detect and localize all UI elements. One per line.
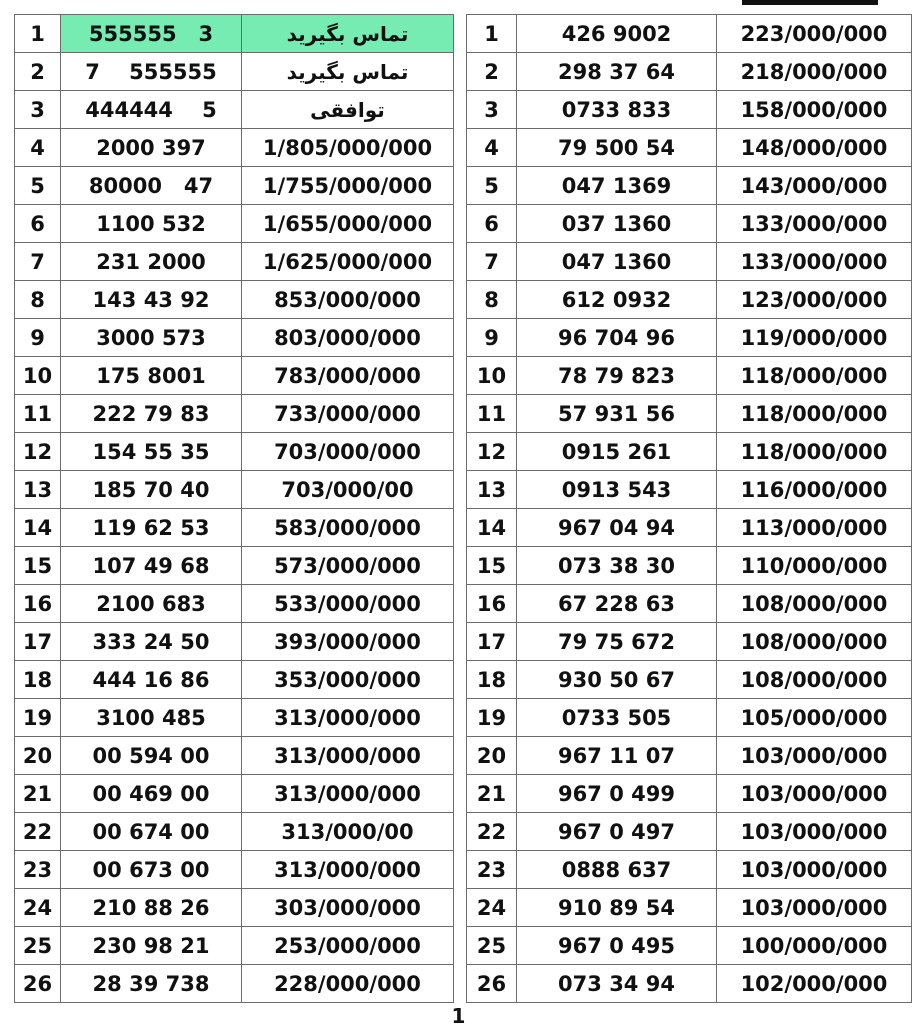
price: 113/000/000 [717,509,912,547]
table-row [467,357,912,395]
row-index: 18 [15,661,61,699]
price: 313/000/000 [242,737,454,775]
table-row [15,889,454,927]
sim-number: 3100 485 [61,699,242,737]
price: 118/000/000 [717,395,912,433]
sim-number: 047 1360 [517,243,717,281]
price: 103/000/000 [717,813,912,851]
table-row [467,167,912,205]
sim-number: 444 16 86 [61,661,242,699]
sim-number: 78 79 823 [517,357,717,395]
price: 853/000/000 [242,281,454,319]
sim-number: 037 1360 [517,205,717,243]
sim-number: 444444 5 [61,91,242,129]
row-index: 15 [15,547,61,585]
row-index: 1 [15,15,61,53]
sim-number: 2000 397 [61,129,242,167]
price-tables [14,14,917,1003]
row-index: 11 [15,395,61,433]
table-row [467,585,912,623]
row-index: 13 [15,471,61,509]
price: 103/000/000 [717,775,912,813]
sim-number: 67 228 63 [517,585,717,623]
sim-number: 0915 261 [517,433,717,471]
table-row [467,53,912,91]
sim-number: 073 38 30 [517,547,717,585]
table-row [15,167,454,205]
price: 218/000/000 [717,53,912,91]
sim-number: 28 39 738 [61,965,242,1003]
row-index: 6 [15,205,61,243]
sim-number: 047 1369 [517,167,717,205]
sim-number: 210 88 26 [61,889,242,927]
sim-number: 96 704 96 [517,319,717,357]
sim-number: 612 0932 [517,281,717,319]
row-index: 7 [15,243,61,281]
row-index: 19 [15,699,61,737]
table-row [15,357,454,395]
left-price-table [14,14,454,1003]
table-row [15,775,454,813]
price: 1/625/000/000 [242,243,454,281]
table-row [15,927,454,965]
price: 313/000/000 [242,775,454,813]
sim-number: 00 673 00 [61,851,242,889]
sim-number: 7 555555 [61,53,242,91]
sim-number: 2100 683 [61,585,242,623]
table-row [467,509,912,547]
sim-number: 79 500 54 [517,129,717,167]
row-index: 10 [15,357,61,395]
table-row [467,547,912,585]
table-row [467,813,912,851]
row-index: 23 [15,851,61,889]
price: 148/000/000 [717,129,912,167]
table-row [15,395,454,433]
sim-number: 185 70 40 [61,471,242,509]
row-index: 11 [467,395,517,433]
sim-number: 230 98 21 [61,927,242,965]
row-index: 21 [15,775,61,813]
row-index: 12 [15,433,61,471]
table-row [467,775,912,813]
price: 803/000/000 [242,319,454,357]
table-row [467,661,912,699]
row-index: 5 [467,167,517,205]
table-row [467,737,912,775]
table-row [15,243,454,281]
table-row [467,623,912,661]
table-row [15,319,454,357]
row-index: 19 [467,699,517,737]
row-index: 24 [467,889,517,927]
sim-number: 967 04 94 [517,509,717,547]
price: 1/805/000/000 [242,129,454,167]
table-row [467,319,912,357]
table-row [15,661,454,699]
table-row [15,813,454,851]
row-index: 10 [467,357,517,395]
price: 353/000/000 [242,661,454,699]
table-row [15,623,454,661]
price: 118/000/000 [717,357,912,395]
price: 108/000/000 [717,585,912,623]
price: 733/000/000 [242,395,454,433]
table-row [15,53,454,91]
table-row [467,91,912,129]
price: 703/000/00 [242,471,454,509]
sim-number: 1100 532 [61,205,242,243]
sim-number: 175 8001 [61,357,242,395]
row-index: 23 [467,851,517,889]
sim-number: 231 2000 [61,243,242,281]
price: 583/000/000 [242,509,454,547]
table-row [467,471,912,509]
price: 158/000/000 [717,91,912,129]
row-index: 20 [15,737,61,775]
row-index: 3 [15,91,61,129]
price: 133/000/000 [717,205,912,243]
price: 143/000/000 [717,167,912,205]
sim-number: 910 89 54 [517,889,717,927]
price: 313/000/000 [242,851,454,889]
row-index: 14 [467,509,517,547]
table-row [467,889,912,927]
table-row [15,471,454,509]
row-index: 20 [467,737,517,775]
table-row [467,243,912,281]
sim-number: 967 0 497 [517,813,717,851]
row-index: 2 [467,53,517,91]
price: 102/000/000 [717,965,912,1003]
sim-number: 154 55 35 [61,433,242,471]
table-row [15,205,454,243]
price: 533/000/000 [242,585,454,623]
row-index: 24 [15,889,61,927]
row-index: 17 [467,623,517,661]
table-row [467,281,912,319]
table-row [15,547,454,585]
row-index: 8 [15,281,61,319]
price: 223/000/000 [717,15,912,53]
sim-number: 0888 637 [517,851,717,889]
sim-number: 143 43 92 [61,281,242,319]
table-row [15,699,454,737]
row-index: 6 [467,205,517,243]
price: 100/000/000 [717,927,912,965]
price: 133/000/000 [717,243,912,281]
row-index: 8 [467,281,517,319]
table-row [467,927,912,965]
price: 393/000/000 [242,623,454,661]
sim-number: 222 79 83 [61,395,242,433]
table-row [467,395,912,433]
sim-number: 107 49 68 [61,547,242,585]
sim-number: 3000 573 [61,319,242,357]
row-index: 7 [467,243,517,281]
price: 703/000/000 [242,433,454,471]
price: 103/000/000 [717,737,912,775]
sim-number: 930 50 67 [517,661,717,699]
row-index: 21 [467,775,517,813]
row-index: 12 [467,433,517,471]
sim-number: 79 75 672 [517,623,717,661]
table-row [467,851,912,889]
row-index: 3 [467,91,517,129]
row-index: 15 [467,547,517,585]
header-bar [742,0,878,5]
table-row [15,15,454,53]
price: توافقی [242,91,454,129]
right-price-table [466,14,912,1003]
row-index: 25 [15,927,61,965]
table-row [467,433,912,471]
price: 116/000/000 [717,471,912,509]
price: 108/000/000 [717,623,912,661]
price: 103/000/000 [717,889,912,927]
sim-number: 00 674 00 [61,813,242,851]
sim-number: 57 931 56 [517,395,717,433]
sim-number: 0733 505 [517,699,717,737]
table-row [15,91,454,129]
table-row [15,965,454,1003]
row-index: 4 [15,129,61,167]
price: 108/000/000 [717,661,912,699]
price: 228/000/000 [242,965,454,1003]
table-row [467,965,912,1003]
sim-number: 967 11 07 [517,737,717,775]
row-index: 9 [15,319,61,357]
price: 105/000/000 [717,699,912,737]
table-row [467,205,912,243]
price: 119/000/000 [717,319,912,357]
row-index: 17 [15,623,61,661]
row-index: 18 [467,661,517,699]
table-row [467,15,912,53]
sim-number: 967 0 495 [517,927,717,965]
table-row [15,851,454,889]
row-index: 9 [467,319,517,357]
sim-number: 298 37 64 [517,53,717,91]
table-row [15,281,454,319]
sim-number: 00 594 00 [61,737,242,775]
price: 313/000/00 [242,813,454,851]
table-row [15,433,454,471]
row-index: 22 [15,813,61,851]
table-row [467,129,912,167]
price: 1/755/000/000 [242,167,454,205]
sim-number: 0913 543 [517,471,717,509]
sim-number: 119 62 53 [61,509,242,547]
page-number: 1 [451,1004,466,1028]
row-index: 2 [15,53,61,91]
row-index: 26 [15,965,61,1003]
price: 103/000/000 [717,851,912,889]
sim-number: 333 24 50 [61,623,242,661]
row-index: 16 [467,585,517,623]
price: 123/000/000 [717,281,912,319]
row-index: 1 [467,15,517,53]
row-index: 5 [15,167,61,205]
sim-number: 967 0 499 [517,775,717,813]
row-index: 26 [467,965,517,1003]
price: 303/000/000 [242,889,454,927]
price: تماس بگیرید [242,15,454,53]
sim-number: 073 34 94 [517,965,717,1003]
table-row [15,129,454,167]
sim-number: 426 9002 [517,15,717,53]
table-row [15,737,454,775]
price: تماس بگیرید [242,53,454,91]
sim-number: 0733 833 [517,91,717,129]
table-row [15,509,454,547]
row-index: 25 [467,927,517,965]
price: 573/000/000 [242,547,454,585]
price: 118/000/000 [717,433,912,471]
row-index: 13 [467,471,517,509]
price: 253/000/000 [242,927,454,965]
price: 313/000/000 [242,699,454,737]
row-index: 22 [467,813,517,851]
price: 1/655/000/000 [242,205,454,243]
table-row [467,699,912,737]
row-index: 4 [467,129,517,167]
row-index: 16 [15,585,61,623]
sim-number: 555555 3 [61,15,242,53]
price: 110/000/000 [717,547,912,585]
sim-number: 80000 47 [61,167,242,205]
row-index: 14 [15,509,61,547]
table-row [15,585,454,623]
price: 783/000/000 [242,357,454,395]
sim-number: 00 469 00 [61,775,242,813]
